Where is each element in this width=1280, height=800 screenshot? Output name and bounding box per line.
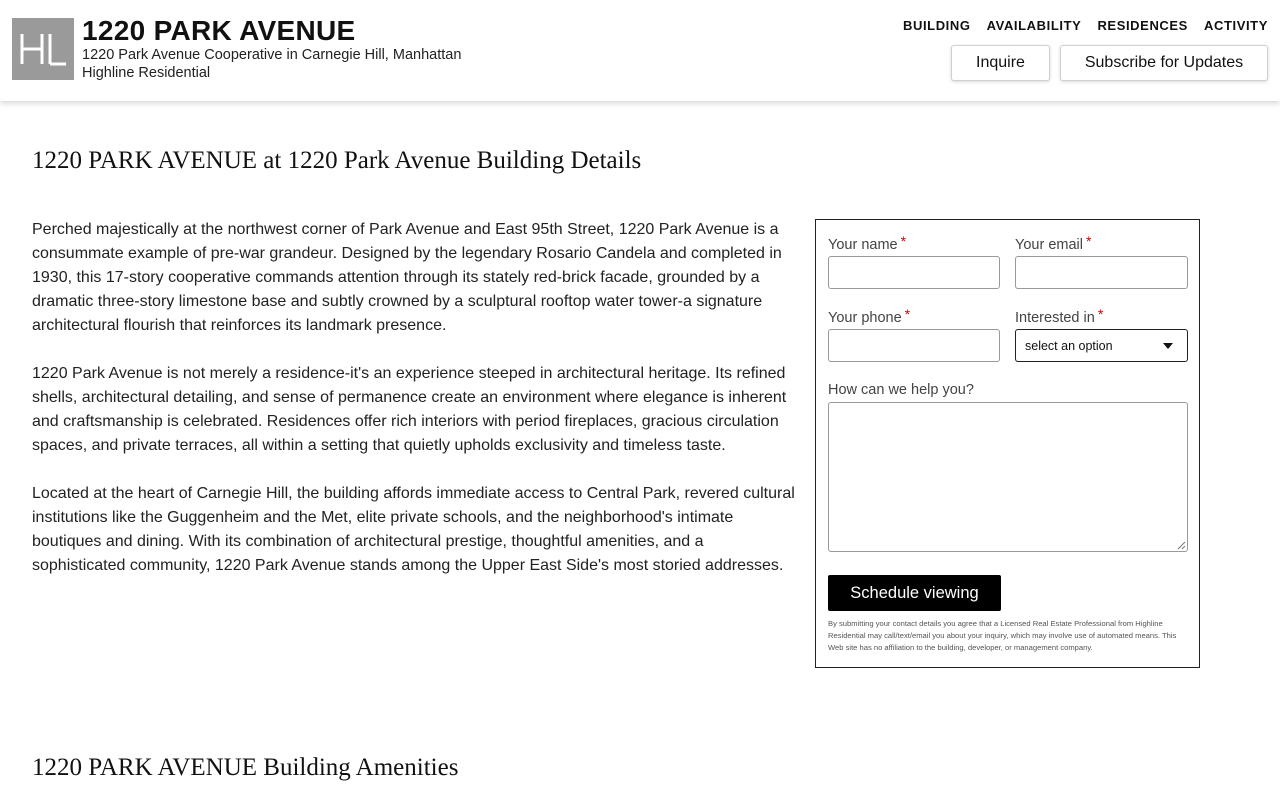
email-label-text: Your email — [1015, 237, 1083, 253]
interest-select[interactable] — [1015, 329, 1188, 362]
required-mark: * — [904, 306, 911, 322]
resize-grip-icon[interactable] — [1177, 541, 1186, 550]
nav-availability[interactable]: AVAILABILITY — [986, 18, 1082, 33]
nav-residences[interactable]: RESIDENCES — [1097, 18, 1188, 33]
help-label: How can we help you? — [828, 382, 974, 398]
interest-select-value: select an option — [1025, 338, 1113, 353]
name-input[interactable] — [828, 256, 1000, 289]
nav-activity[interactable]: ACTIVITY — [1203, 18, 1268, 33]
amenities-heading: 1220 PARK AVENUE Building Amenities — [32, 754, 459, 781]
main-nav — [903, 18, 1268, 34]
company-name: Highline Residential — [82, 65, 211, 81]
required-mark: * — [1085, 233, 1092, 249]
header-actions — [951, 45, 1268, 81]
email-label — [1015, 235, 1091, 254]
hl-logo-mark — [12, 18, 74, 80]
building-description — [32, 218, 800, 602]
email-input[interactable] — [1015, 256, 1188, 289]
building-title[interactable]: 1220 PARK AVENUE — [82, 15, 356, 46]
required-mark: * — [900, 233, 907, 249]
caret-down-icon — [1163, 343, 1173, 349]
name-label-text: Your name — [828, 237, 898, 253]
message-textarea[interactable] — [828, 402, 1188, 552]
phone-label — [828, 308, 910, 327]
form-disclaimer: By submitting your contact details you agree that a Licensed Real Estate Professional from Highline Residential may call/text/email you about your inquiry, which may involve use of automated means. This Web site has no affiliation to the building, developer, or management company. — [828, 619, 1177, 652]
highline-logo[interactable] — [12, 18, 74, 80]
description-paragraph: 1220 Park Avenue is not merely a residence-it's an experience steeped in architectural heritage. Its refined shells, architectural detailing, and sense of permanence create an environment where elegance is inherent and craftsmanship is celebrated. Residences offer rich interiors with period fireplaces, gracious circulation spaces, and private terraces, all within a setting that quietly upholds exclusivity and timeless taste. — [32, 365, 787, 454]
interest-label — [1015, 308, 1103, 327]
page-title: 1220 PARK AVENUE at 1220 Park Avenue Building Details — [32, 147, 642, 174]
name-label — [828, 235, 906, 254]
required-mark: * — [1097, 306, 1104, 322]
subscribe-button[interactable]: Subscribe for Updates — [1060, 45, 1268, 81]
description-paragraph: Located at the heart of Carnegie Hill, the building affords immediate access to Central Park, revered cultural institutions like the Guggenheim and the Met, elite private schools, and the neighborhood's intimate boutiques and dining. With its combination of architectural prestige, thoughtful amenities, and a sophisticated community, 1220 Park Avenue stands among the Upper East Side's most storied addresses. — [32, 485, 795, 574]
building-subtitle: 1220 Park Avenue Cooperative in Carnegie Hill, Manhattan — [82, 47, 462, 63]
contact-form — [815, 219, 1200, 668]
phone-label-text: Your phone — [828, 310, 902, 326]
inquire-button[interactable]: Inquire — [951, 45, 1050, 81]
site-header — [0, 0, 1280, 101]
interest-label-text: Interested in — [1015, 310, 1095, 326]
phone-input[interactable] — [828, 329, 1000, 362]
nav-building[interactable]: BUILDING — [902, 18, 971, 33]
schedule-viewing-button[interactable]: Schedule viewing — [828, 575, 1001, 611]
description-paragraph: Perched majestically at the northwest corner of Park Avenue and East 95th Street, 1220 Park Avenue is a consummate example of pre-war grandeur. Designed by the legendary Rosario Candela and completed in 1930, this 17-story cooperative commands attention through its stately red-brick facade, grounded by a dramatic three-story limestone base and subtly crowned by a sculptural rooftop water tower-a signature architectural flourish that reinforces its landmark presence. — [32, 221, 782, 334]
